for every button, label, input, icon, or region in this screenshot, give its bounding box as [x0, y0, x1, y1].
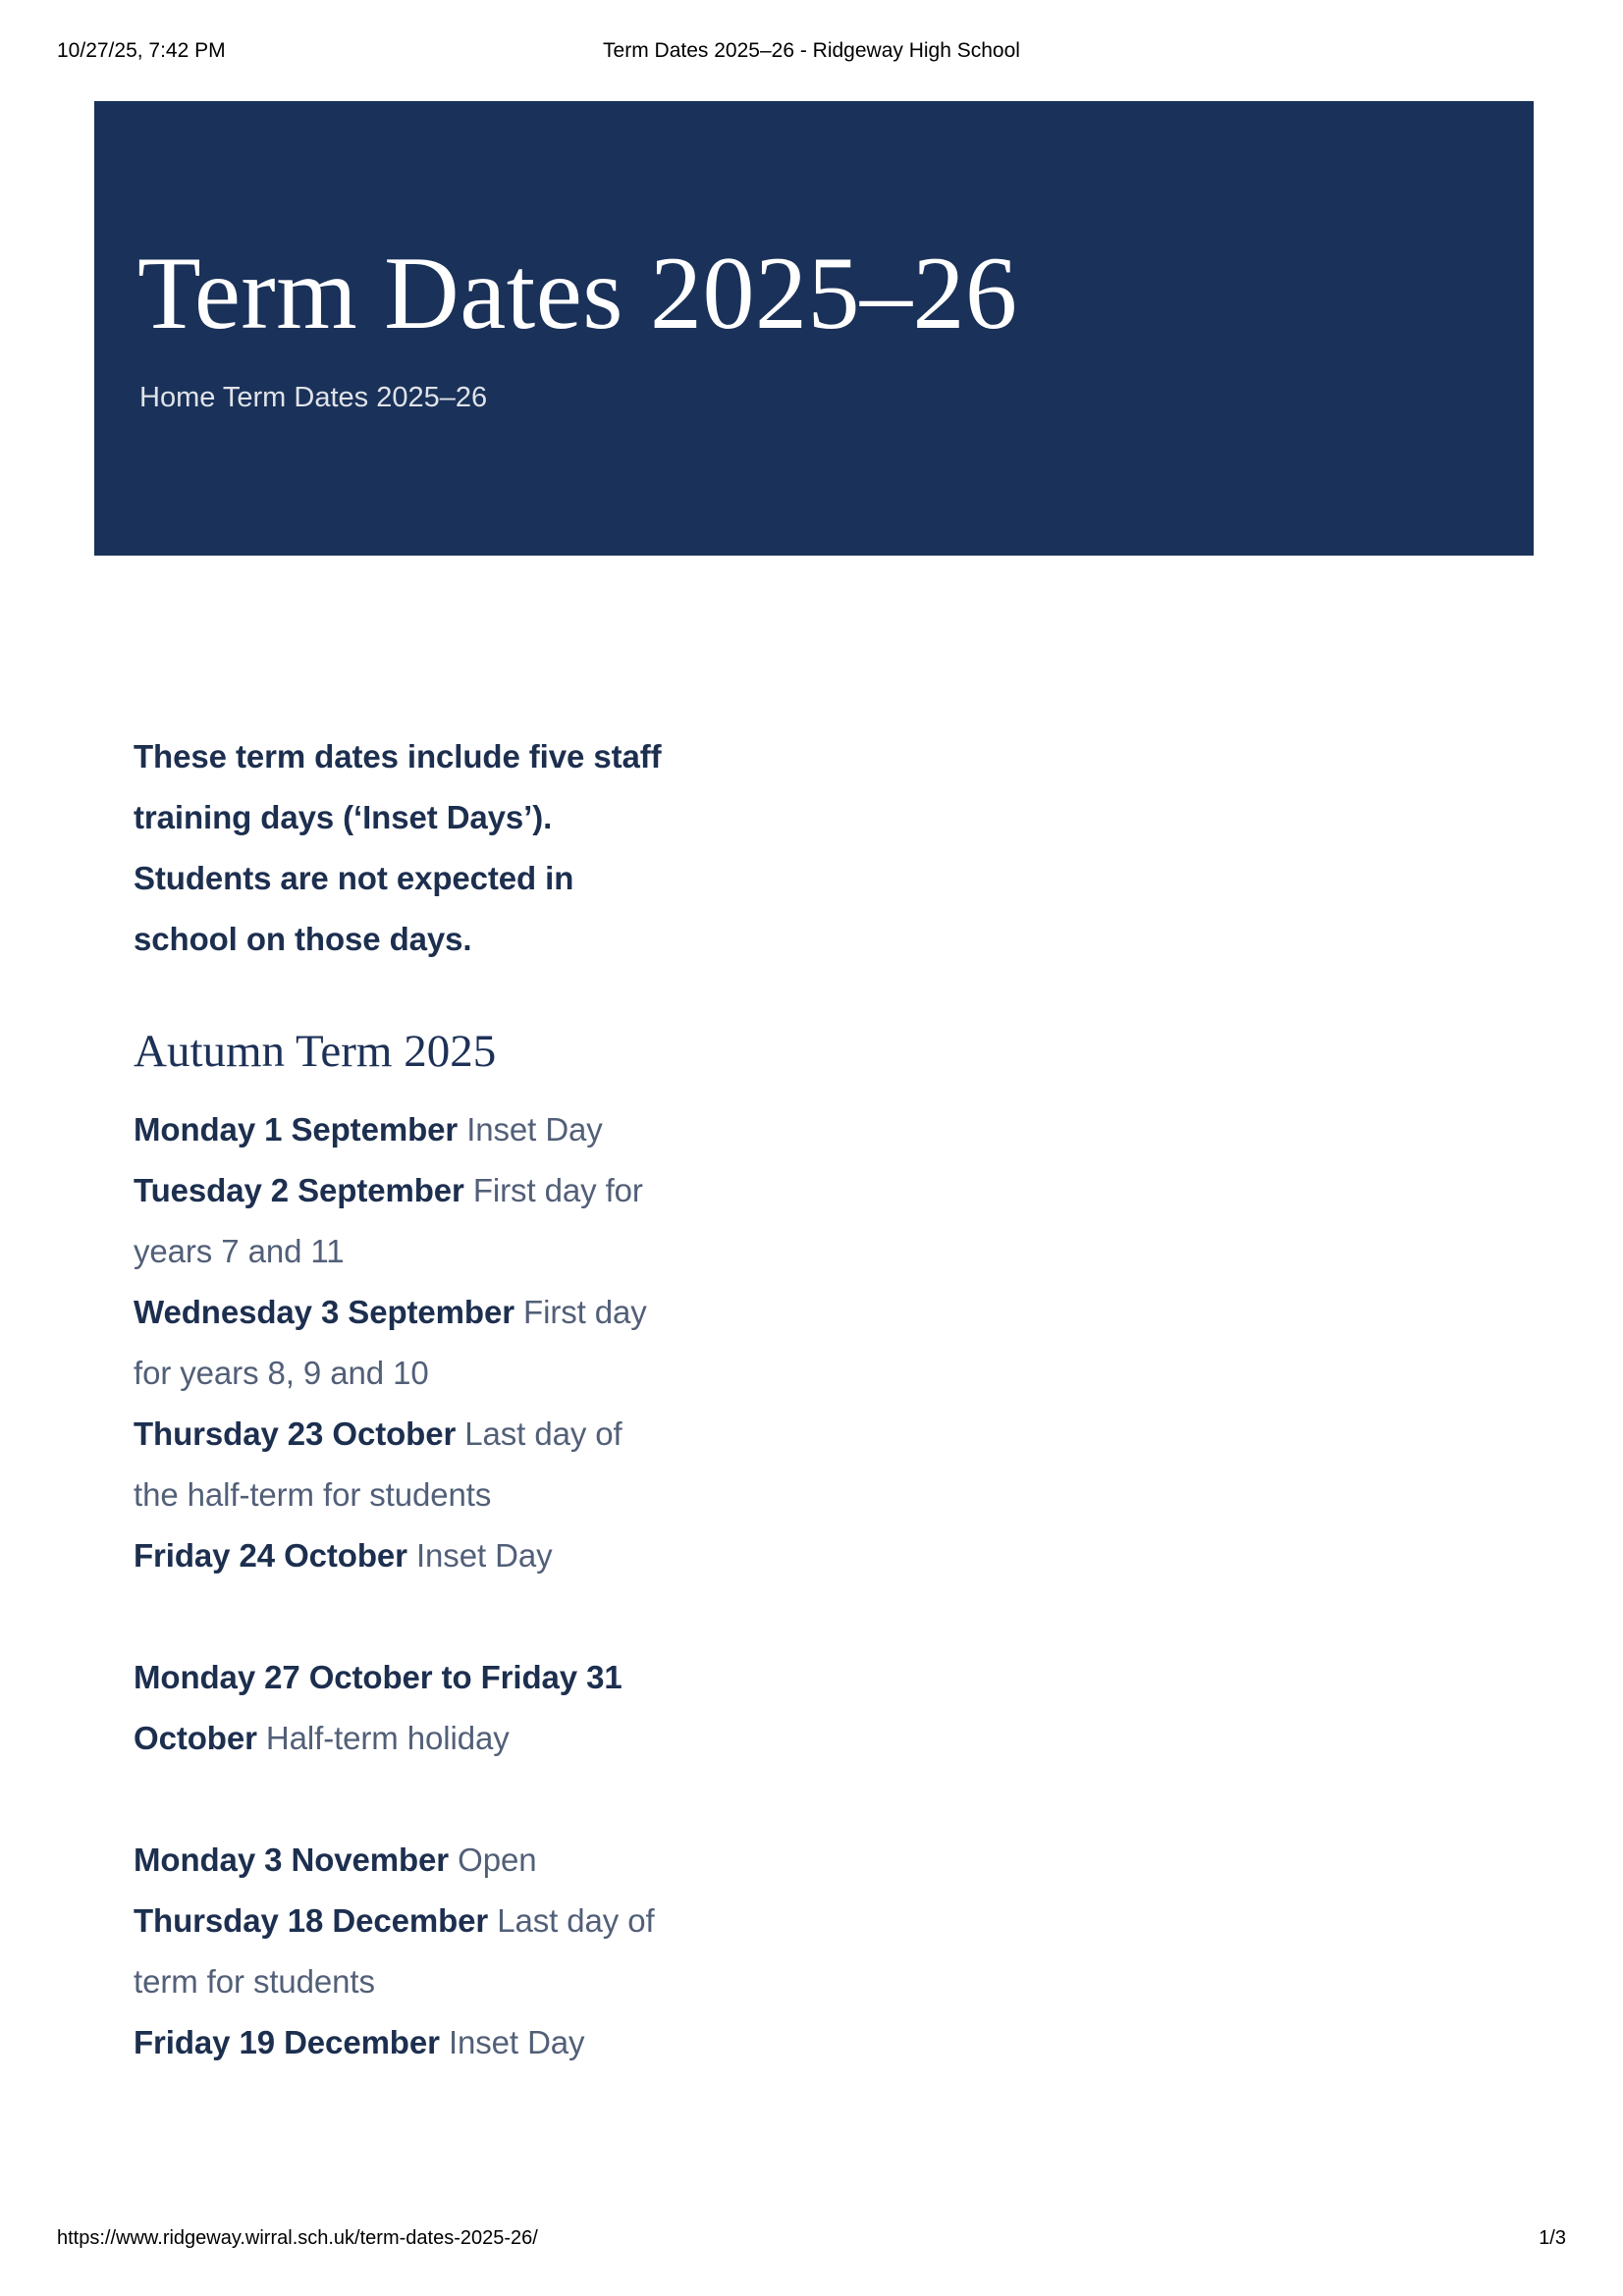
date-description-text: Inset Day: [466, 1111, 603, 1148]
date-entry: [134, 1111, 603, 1148]
page-title: Term Dates 2025–26: [137, 236, 1018, 350]
date-description-text: First day for years 8, 9 and 10: [134, 1294, 647, 1391]
date-space: [257, 1720, 266, 1756]
date-space: [514, 1294, 523, 1330]
hero-banner: [94, 101, 1534, 556]
date-space: [407, 1537, 416, 1574]
date-space: [440, 2024, 449, 2060]
date-entry: [134, 1537, 552, 1574]
date-label: Tuesday 2 September: [134, 1172, 464, 1208]
date-label: Monday 3 November: [134, 1842, 450, 1878]
print-source-url: https://www.ridgeway.wirral.sch.uk/term-dates-2025-26/: [57, 2227, 538, 2249]
date-label: Wednesday 3 September: [134, 1294, 514, 1330]
date-label: Thursday 23 October: [134, 1415, 457, 1452]
date-space: [464, 1172, 473, 1208]
date-group: [134, 1099, 664, 1586]
print-header: [0, 39, 1623, 69]
date-group: [134, 1647, 664, 1769]
date-label: Thursday 18 December: [134, 1902, 489, 1939]
date-description-text: Last day of term for students: [134, 1902, 655, 2000]
date-description-text: Half-term holiday: [265, 1720, 510, 1756]
date-description-text: Inset Day: [448, 2024, 585, 2060]
print-footer: [0, 2227, 1623, 2255]
date-space: [449, 1842, 458, 1878]
print-document-title: Term Dates 2025–26 - Ridgeway High School: [603, 39, 1020, 62]
date-entry: [134, 2024, 584, 2060]
date-group: [134, 1830, 664, 2073]
date-entry: [134, 1902, 655, 2000]
date-description-text: First day for years 7 and 11: [134, 1172, 643, 1269]
date-space: [488, 1902, 497, 1939]
date-description-text: Inset Day: [415, 1537, 553, 1574]
date-label: Friday 24 October: [134, 1537, 407, 1574]
date-space: [456, 1415, 464, 1452]
date-description-text: Open: [458, 1842, 537, 1878]
print-page-number: 1/3: [1539, 2227, 1566, 2249]
date-entry: [134, 1842, 536, 1878]
print-timestamp: 10/27/25, 7:42 PM: [57, 39, 226, 62]
paragraph-spacer: [134, 1586, 664, 1647]
date-entry: [134, 1659, 622, 1756]
date-description: [458, 1111, 466, 1148]
date-label: Monday 27 October to Friday 31 October: [134, 1659, 622, 1756]
section-heading-autumn-term: Autumn Term 2025: [134, 1026, 497, 1077]
date-label: Monday 1 September: [134, 1111, 459, 1148]
date-entry: [134, 1294, 647, 1391]
main-content: [134, 726, 664, 2073]
intro-paragraph: These term dates include five staff training days (‘Inset Days’). Students are not expected in school on those days.: [134, 738, 662, 957]
date-description-text: Last day of the half-term for students: [134, 1415, 622, 1513]
paragraph-spacer: [134, 1769, 664, 1830]
date-entry: [134, 1172, 643, 1269]
date-entry: [134, 1415, 622, 1513]
breadcrumb: Home Term Dates 2025–26: [139, 382, 488, 413]
date-label: Friday 19 December: [134, 2024, 440, 2060]
